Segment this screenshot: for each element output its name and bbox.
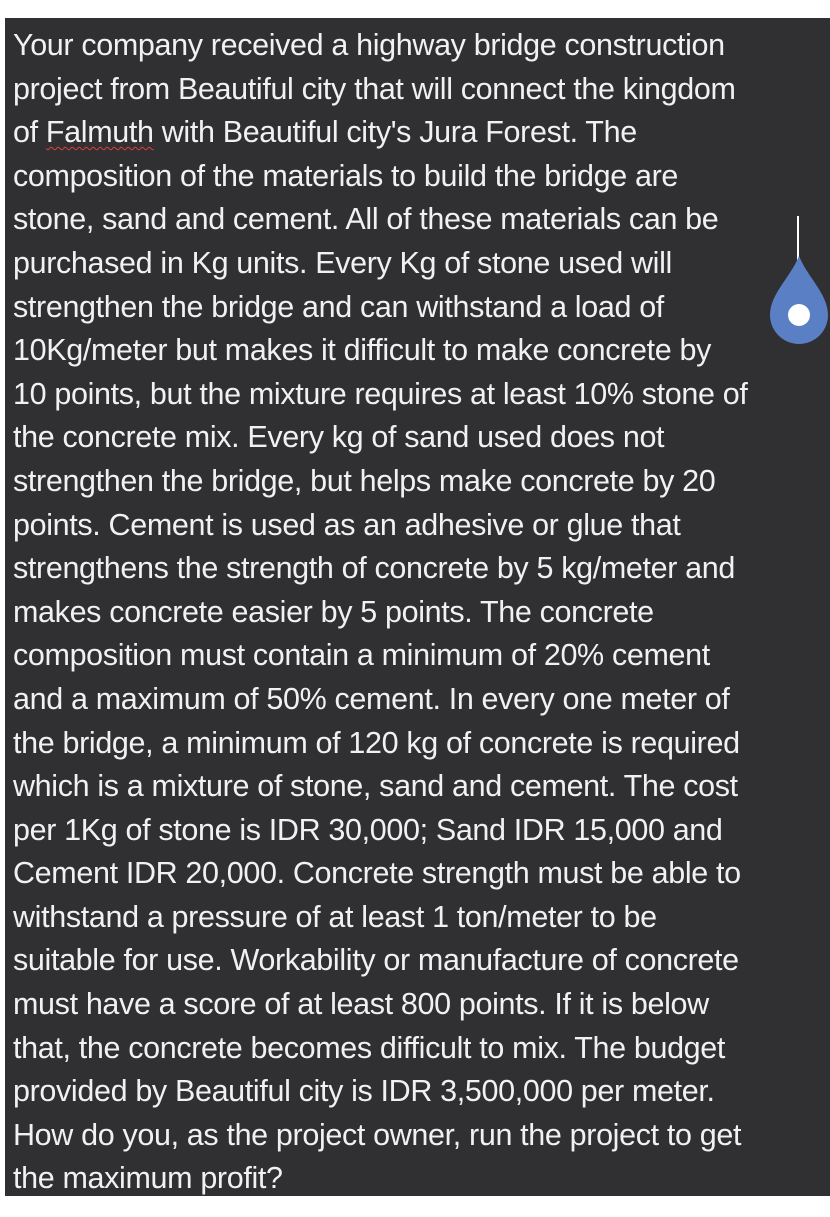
text-line: stone, sand and cement. All of these materials can be: [13, 202, 719, 237]
text-line: suitable for use. Workability or manufacture of concrete: [13, 943, 739, 978]
text-line: the bridge, a minimum of 120 kg of concrete is required: [13, 725, 740, 760]
text-line: strengthen the bridge, but helps make concrete by 20: [13, 463, 716, 498]
text-line: which is a mixture of stone, sand and cement. The cost: [13, 769, 738, 804]
text-line: Your company received a highway bridge construction: [13, 28, 725, 62]
text-line: purchased in Kg units. Every Kg of stone used will: [13, 245, 672, 280]
text-line: the maximum profit?: [13, 1161, 283, 1196]
text-line: withstand a pressure of at least 1 ton/meter to be: [13, 899, 657, 934]
text-line: [13, 111, 830, 155]
text-line: makes concrete easier by 5 points. The concrete: [13, 594, 654, 629]
text-line: How do you, as the project owner, run the project to get: [13, 1117, 742, 1152]
text-line: 10Kg/meter but makes it difficult to make concrete by: [13, 333, 711, 368]
text-line: the concrete mix. Every kg of sand used does not: [13, 420, 665, 455]
text-line: Cement IDR 20,000. Concrete strength must be able to: [13, 856, 741, 891]
text-line: strengthen the bridge and can withstand a load of: [13, 289, 664, 324]
text-segment: with Beautiful city's Jura Forest. The: [153, 115, 637, 150]
text-line: provided by Beautiful city is IDR 3,500,000 per meter.: [13, 1074, 715, 1109]
document-text[interactable]: [13, 24, 830, 1196]
text-line: 10 points, but the mixture requires at least 10% stone of: [13, 376, 748, 411]
cursor-drop-handle-icon[interactable]: [768, 254, 830, 346]
text-line: project from Beautiful city that will connect the kingdom: [13, 71, 736, 106]
text-line: and a maximum of 50% cement. In every one meter of: [13, 681, 730, 716]
text-editor[interactable]: [5, 18, 830, 1196]
text-line: strengthens the strength of concrete by 5 kg/meter and: [13, 551, 736, 586]
text-line: per 1Kg of stone is IDR 30,000; Sand IDR 15,000 and: [13, 812, 723, 847]
text-line: that, the concrete becomes difficult to mix. The budget: [13, 1030, 726, 1065]
text-segment: of: [13, 115, 46, 150]
text-line: composition must contain a minimum of 20% cement: [13, 638, 710, 673]
misspelled-word[interactable]: Falmuth: [45, 115, 154, 150]
text-line: points. Cement is used as an adhesive or glue that: [13, 507, 681, 542]
text-line: must have a score of at least 800 points. If it is below: [13, 987, 709, 1022]
text-line: composition of the materials to build the bridge are: [13, 158, 679, 193]
